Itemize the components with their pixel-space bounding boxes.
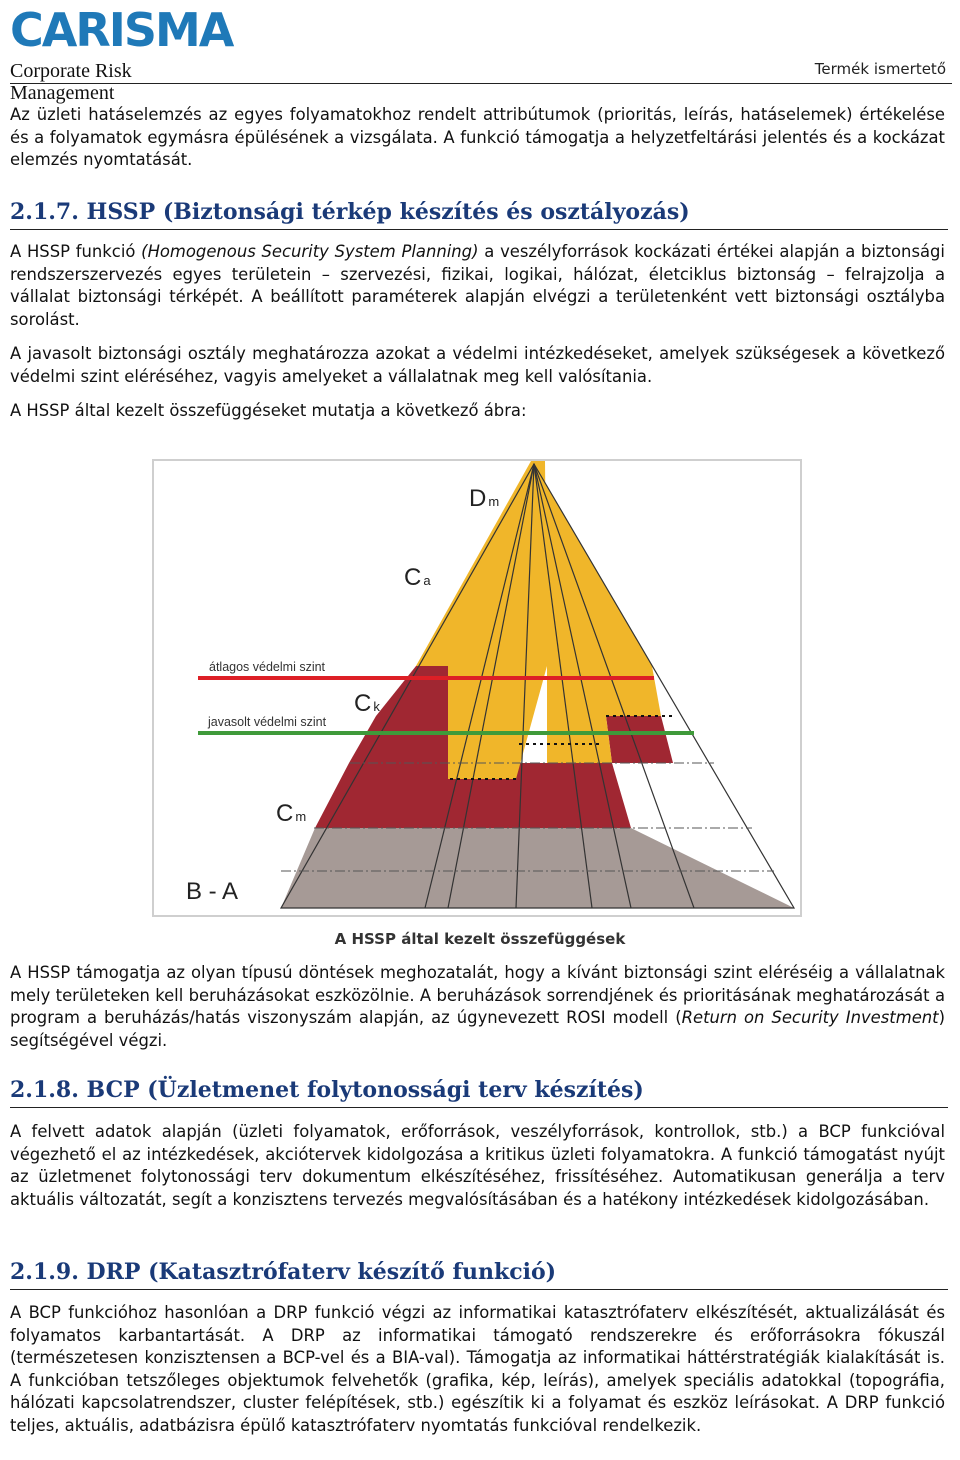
base-band-gray	[281, 828, 794, 908]
hssp-p1-lead: A HSSP funkció	[10, 242, 142, 261]
rosi-p-lead: A HSSP támogatja az olyan típusú döntések meghozatalát, hogy a kívánt biztonsági szint eléréséig a vállalatnak mely területeken kell beruházásokat eszközölnie. A beruházások sorrendjének és prioritásának meghatározását a program a beruházás/hatás viszonyszám alapján, az úgynevezett ROSI modell (	[10, 963, 945, 1027]
heading-underline	[10, 1107, 948, 1108]
section-heading-drp: 2.1.9. DRP (Katasztrófaterv készítő funkció)	[10, 1259, 557, 1285]
carisma-logo	[10, 3, 240, 104]
label-ck: Ck	[354, 690, 380, 717]
hssp-pyramid-figure	[152, 459, 802, 917]
label-b-a: B - A	[186, 878, 239, 905]
rosi-p-rest: ) segítségével végzi.	[10, 1008, 946, 1050]
label-cm: Cm	[276, 800, 307, 827]
hssp-paragraph-2: A javasolt biztonsági osztály meghatározza azokat a védelmi intézkedéseket, amelyek szükségesek a következő védelmi szint eléréséhez, vagyis amelyeket a vállalatnak meg kell valósítania.	[10, 344, 945, 386]
hssp-paragraph-1	[10, 241, 945, 331]
label-ca: Ca	[404, 564, 431, 591]
pyramid-diagram	[154, 461, 800, 915]
header-divider	[10, 83, 952, 84]
figure-caption: A HSSP által kezelt összefüggések	[334, 930, 626, 948]
yellow-top-segment	[416, 464, 652, 666]
section-heading-bcp: 2.1.8. BCP (Üzletmenet folytonossági terv készítés)	[10, 1077, 644, 1103]
logo-wordmark: CARISMA	[10, 3, 233, 57]
hssp-paragraph-3: A HSSP által kezelt összefüggéseket mutatja a következő ábra:	[10, 401, 527, 420]
bcp-paragraph: A felvett adatok alapján (üzleti folyamatok, erőforrások, veszélyforrások, kontrollok, stb.) a BCP funkcióval végezhető el az intézkedések, akciótervek kidolgozása a kritikus üzleti folyamatokra. A funkció támogatást nyújt az üzletmenet folytonossági terv dokumentum elkészítéséhez, frissítéséhez. Automatikusan generálja a terv aktuális változatát, segít a konzisztens tervezés megvalósításában és a hatékony intézkedések kidolgozásában.	[10, 1122, 945, 1209]
yellow-mid-left	[448, 666, 547, 779]
section-heading-hssp: 2.1.7. HSSP (Biztonsági térkép készítés és osztályozás)	[10, 199, 690, 225]
intro-paragraph: Az üzleti hatáselemzés az egyes folyamatokhoz rendelt attribútumok (prioritás, leírás, hatáselemek) értékelése és a folyamatok egymásra épülésének a vizsgálata. A funkció támogatja a helyzetfeltárási jelentés és a kockázat elemzés nyomtatását.	[10, 105, 945, 169]
rosi-paragraph	[10, 962, 945, 1052]
drp-paragraph: A BCP funkcióhoz hasonlóan a DRP funkció végzi az informatikai katasztrófaterv elkészítését, aktualizálását és folyamatos karbantartását. A DRP az informatikai támogató rendszerekre és erőforrásokra fókuszál (természetesen konzisztensen a BCP-vel és a BIA-val). Támogatja az informatikai háttérstratégiák kialakítását is. A funkcióban tetszőleges objektumok felvehetők (grafika, kép, leírás), amelyek speciális adatokkal (topográfia, hálózati kapcsolatrendszer, cluster felépítések, stb.) egészítik ki a folyamat és eszköz leírásokat. A DRP funkció teljes, aktuális, adatbázisra épülő katasztrófaterv nyomtatás funkcióval rendelkezik.	[10, 1303, 945, 1435]
label-recommended-level: javasolt védelmi szint	[208, 715, 327, 729]
hssp-p1-italic: (Homogenous Security System Planning)	[141, 242, 479, 261]
document-type: Termék ismertető	[814, 60, 946, 78]
heading-underline	[10, 1289, 948, 1290]
hssp-p1-rest: a veszélyforrások kockázati értékei alapján a biztonsági rendszerszervezés egyes területein – szervezési, fizikai, logikai, hálózat, életciklus biztonság – felrajzolja a vállalat biztonsági térképét. A beállított paraméterek alapján elvégzi a területenként vett biztonsági osztályba sorolást.	[10, 242, 945, 329]
label-dm: Dm	[469, 485, 500, 512]
logo-tagline: Corporate Risk Management	[10, 60, 132, 104]
label-average-level: átlagos védelmi szint	[209, 660, 326, 674]
rosi-p-italic: Return on Security Investment	[681, 1008, 939, 1027]
heading-underline	[10, 229, 948, 230]
